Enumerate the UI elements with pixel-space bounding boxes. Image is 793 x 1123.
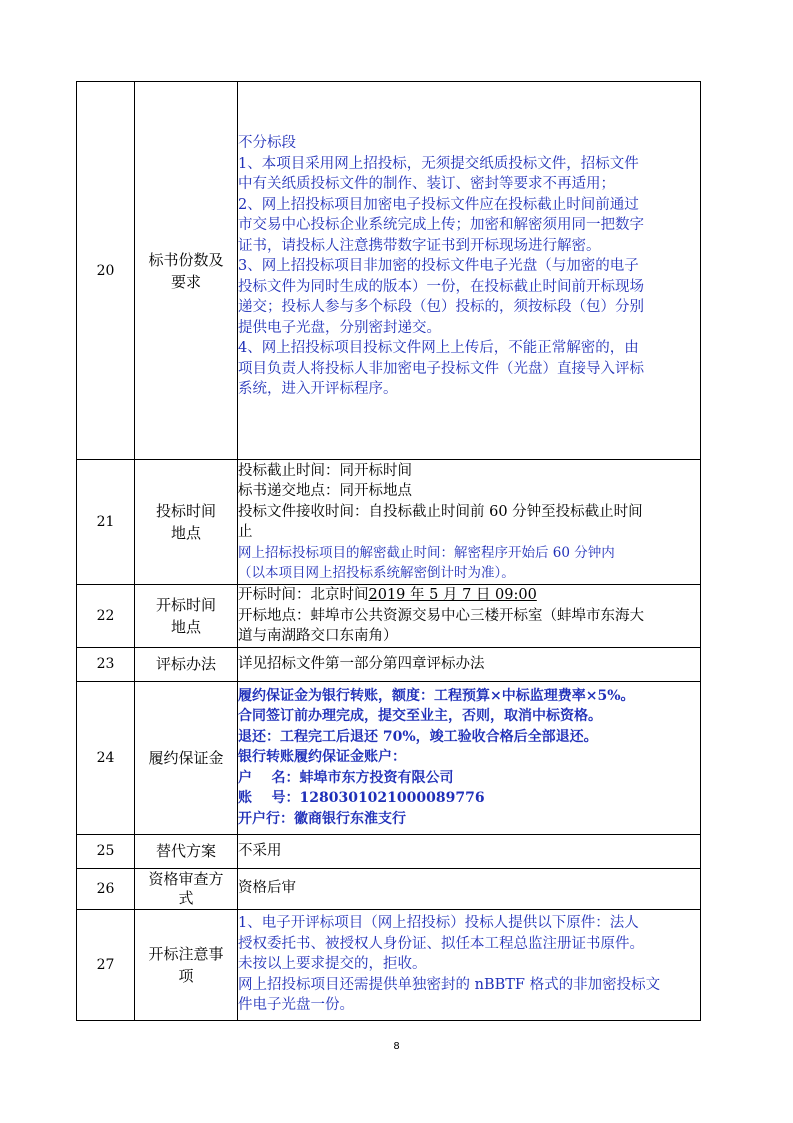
row-content: 不采用	[238, 834, 701, 868]
bid-requirements-table	[76, 81, 701, 1021]
row-content: 1、电子开评标项目（网上招投标）投标人提供以下原件：法人 授权委托书、被授权人身份证、拟任本工程总监注册证书原件。 未按以上要求提交的，拒收。 网上招投标项目还需提供单独密封的 nBBTF 格式的非加密投标文 件电子光盘一份。	[238, 909, 701, 1020]
row-label: 履约保证金	[135, 681, 238, 834]
row-content: 履约保证金为银行转账，额度：工程预算×中标监理费率×5%。 合同签订前办理完成，提交至业主，否则，取消中标资格。 退还：工程完工后退还 70%，竣工验收合格后全部退还。 银行转账履约保证金账户： 户 名：蚌埠市东方投资有限公司 账 号：1280301021000089776 开户行：徽商银行东淮支行	[238, 681, 701, 834]
row-content: 投标截止时间：同开标时间 标书递交地点：同开标地点 投标文件接收时间：自投标截止时间前 60 分钟至投标截止时间 止 网上招标投标项目的解密截止时间：解密程序开始后 60 分钟内 （以本项目网上招投标系统解密倒计时为准）。	[238, 460, 701, 585]
row-number: 25	[77, 834, 135, 868]
row-content: 不分标段 1、本项目采用网上招投标，无须提交纸质投标文件，招标文件 中有关纸质投标文件的制作、装订、密封等要求不再适用； 2、网上招投标项目加密电子投标文件应在投标截止时间前通过 市交易中心投标企业系统完成上传；加密和解密须用同一把数字 证书，请投标人注意携带数字证书到开标现场进行解密。 3、网上招投标项目非加密的投标文件电子光盘（与加密的电子 投标文件为同时生成的版本）一份，在投标截止时间前开标现场 递交；投标人参与多个标段（包）投标的，须按标段（包）分别 提供电子光盘，分别密封递交。 4、网上招投标项目投标文件网上上传后，不能正常解密的，由 项目负责人将投标人非加密电子投标文件（光盘）直接导入评标 系统，进入开评标程序。	[238, 82, 701, 460]
table-row	[77, 909, 701, 1020]
row-number: 23	[77, 647, 135, 681]
row-number: 27	[77, 909, 135, 1020]
table-row	[77, 585, 701, 648]
row-number: 24	[77, 681, 135, 834]
row-label: 投标时间 地点	[135, 460, 238, 585]
page-number: 8	[393, 1041, 400, 1052]
table-row	[77, 460, 701, 585]
table-row	[77, 868, 701, 909]
opening-time-prefix: 开标时间：北京时间	[238, 587, 369, 603]
opening-time-value: 2019 年 5 月 7 日 09:00	[368, 587, 537, 603]
row-number: 22	[77, 585, 135, 648]
row-label: 替代方案	[135, 834, 238, 868]
table-row	[77, 82, 701, 460]
row-content: 开标时间：北京时间2019 年 5 月 7 日 09:00 开标地点：蚌埠市公共资源交易中心三楼开标室（蚌埠市东海大 道与南湖路交口东南角）	[238, 585, 701, 648]
row-label: 开标注意事 项	[135, 909, 238, 1020]
row-number: 21	[77, 460, 135, 585]
row-number: 20	[77, 82, 135, 460]
row-label: 标书份数及 要求	[135, 82, 238, 460]
table-row	[77, 834, 701, 868]
row-label: 开标时间 地点	[135, 585, 238, 648]
row-label: 资格审查方 式	[135, 868, 238, 909]
row-content: 详见招标文件第一部分第四章评标办法	[238, 647, 701, 681]
row-content: 资格后审	[238, 868, 701, 909]
row-label: 评标办法	[135, 647, 238, 681]
table-row	[77, 647, 701, 681]
table-row	[77, 681, 701, 834]
row-number: 26	[77, 868, 135, 909]
